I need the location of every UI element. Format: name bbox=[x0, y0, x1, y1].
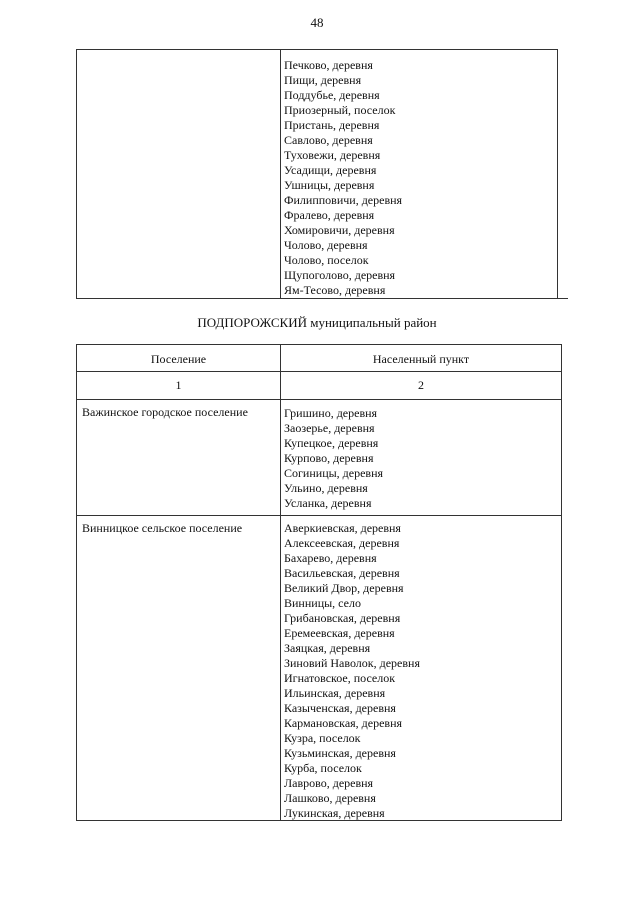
list-item: Казыченская, деревня bbox=[284, 701, 396, 715]
list-item: Савлово, деревня bbox=[284, 133, 373, 147]
list-item: Согиницы, деревня bbox=[284, 466, 384, 480]
list-item: Чолово, деревня bbox=[284, 238, 368, 252]
column-number-2: 2 bbox=[418, 378, 424, 392]
localities-list bbox=[284, 406, 383, 511]
list-item: Бахарево, деревня bbox=[284, 551, 377, 565]
district-heading: ПОДПОРОЖСКИЙ муниципальный район bbox=[197, 315, 437, 330]
header-rule bbox=[77, 371, 561, 372]
list-item: Заозерье, деревня bbox=[284, 421, 375, 435]
list-item: Ушницы, деревня bbox=[284, 178, 375, 192]
list-item: Усланка, деревня bbox=[284, 496, 372, 510]
list-item: Хомировичи, деревня bbox=[284, 223, 395, 237]
list-item: Заяцкая, деревня bbox=[284, 641, 371, 655]
list-item: Пристань, деревня bbox=[284, 118, 380, 132]
list-item: Зиновий Наволок, деревня bbox=[284, 656, 420, 670]
list-item: Купецкое, деревня bbox=[284, 436, 379, 450]
list-item: Гришино, деревня bbox=[284, 406, 378, 420]
list-item: Игнатовское, поселок bbox=[284, 671, 396, 685]
list-item: Лашково, деревня bbox=[284, 791, 376, 805]
column-divider bbox=[280, 345, 281, 820]
row-rule bbox=[77, 515, 561, 516]
list-item: Ильинская, деревня bbox=[284, 686, 386, 700]
continuation-settlements-list bbox=[284, 58, 402, 298]
list-item: Аверкиевская, деревня bbox=[284, 521, 401, 535]
list-item: Пищи, деревня bbox=[284, 73, 362, 87]
header-locality: Населенный пункт bbox=[372, 352, 470, 366]
list-item: Кармановская, деревня bbox=[284, 716, 403, 730]
list-item: Фралево, деревня bbox=[284, 208, 375, 222]
settlement-name: Винницкое сельское поселение bbox=[82, 521, 243, 535]
list-item: Усадищи, деревня bbox=[284, 163, 377, 177]
settlement-name: Важинское городское поселение bbox=[82, 405, 248, 419]
list-item: Алексеевская, деревня bbox=[284, 536, 400, 550]
list-item: Кузра, поселок bbox=[284, 731, 361, 745]
column-divider bbox=[280, 50, 281, 298]
header-settlement: Поселение bbox=[150, 352, 207, 366]
column-number-rule bbox=[77, 399, 561, 400]
settlements-table bbox=[76, 344, 562, 821]
list-item: Кузьминская, деревня bbox=[284, 746, 396, 760]
table-bottom-rule bbox=[76, 298, 568, 299]
list-item: Васильевская, деревня bbox=[284, 566, 400, 580]
list-item: Филипповичи, деревня bbox=[284, 193, 403, 207]
localities-list bbox=[284, 521, 420, 821]
list-item: Еремеевская, деревня bbox=[284, 626, 395, 640]
list-item: Грибановская, деревня bbox=[284, 611, 401, 625]
continuation-table bbox=[76, 49, 558, 298]
list-item: Приозерный, поселок bbox=[284, 103, 396, 117]
list-item: Великий Двор, деревня bbox=[284, 581, 404, 595]
list-item: Курпово, деревня bbox=[284, 451, 374, 465]
list-item: Туховежи, деревня bbox=[284, 148, 381, 162]
list-item: Поддубье, деревня bbox=[284, 88, 380, 102]
list-item: Винницы, село bbox=[284, 596, 361, 610]
list-item: Лукинская, деревня bbox=[284, 806, 385, 820]
list-item: Чолово, поселок bbox=[284, 253, 369, 267]
list-item: Ульино, деревня bbox=[284, 481, 368, 495]
page-number: 48 bbox=[310, 15, 324, 30]
list-item: Печково, деревня bbox=[284, 58, 373, 72]
list-item: Лаврово, деревня bbox=[284, 776, 374, 790]
list-item: Щупоголово, деревня bbox=[284, 268, 396, 282]
list-item: Курба, поселок bbox=[284, 761, 362, 775]
list-item: Ям-Тесово, деревня bbox=[284, 283, 386, 297]
column-number-1: 1 bbox=[175, 378, 182, 392]
